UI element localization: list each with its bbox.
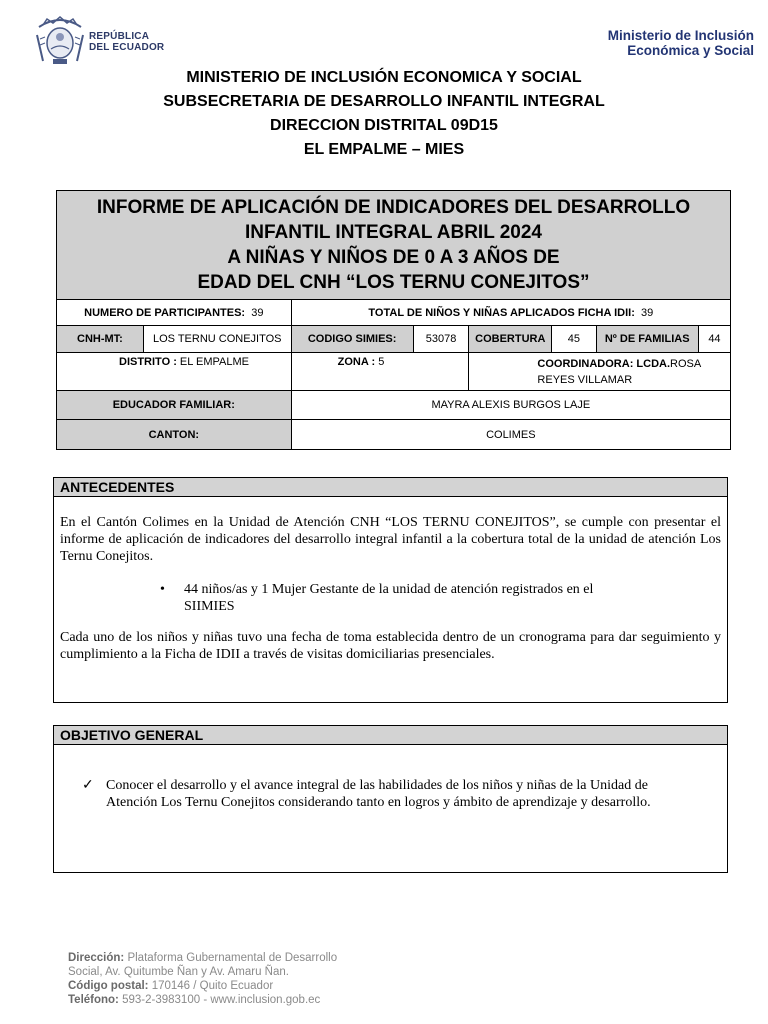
- title-line-2: SUBSECRETARIA DE DESARROLLO INFANTIL INTEGRAL: [163, 93, 605, 110]
- footer-telefono-value: 593-2-3983100 - www.inclusion.gob.ec: [122, 994, 321, 1006]
- participants-label: NUMERO DE PARTICIPANTES:: [84, 306, 246, 319]
- objetivo-item: [54, 745, 727, 811]
- footer-postal-value: 170146 / Quito Ecuador: [151, 980, 274, 992]
- antecedentes-heading: ANTECEDENTES: [54, 478, 727, 497]
- canton-value: COLIMES: [291, 420, 730, 450]
- ministry-line-2: Económica y Social: [627, 43, 754, 58]
- distrito-cell: [57, 353, 292, 391]
- cnh-label: CNH-MT:: [57, 326, 144, 353]
- zona-value: 5: [378, 356, 385, 368]
- ministry-logo: [608, 28, 754, 58]
- coordinadora-value: ROSA REYES VILLAMAR: [537, 358, 701, 386]
- simies-label: CODIGO SIMIES:: [291, 326, 413, 353]
- report-title: INFORME DE APLICACIÓN DE INDICADORES DEL DESARROLLO INFANTIL INTEGRAL ABRIL 2024 A NIÑAS Y NIÑOS DE 0 A 3 AÑOS DE EDAD DEL CNH “LOS TERNU CONEJITOS”: [57, 191, 731, 300]
- checkmark-icon: ✓: [82, 778, 94, 793]
- antecedentes-section: [53, 477, 728, 703]
- educador-value: MAYRA ALEXIS BURGOS LAJE: [291, 391, 730, 420]
- distrito-value: EL EMPALME: [179, 356, 249, 368]
- total-label: TOTAL DE NIÑOS Y NIÑAS APLICADOS FICHA IDII:: [368, 306, 635, 319]
- objetivo-section: [53, 725, 728, 873]
- zona-cell: [291, 353, 469, 391]
- bullet-dot-icon: •: [160, 582, 165, 597]
- familias-label: Nº DE FAMILIAS: [596, 326, 698, 353]
- total-cell: [291, 300, 730, 326]
- footer-direccion-label: Dirección:: [68, 952, 125, 964]
- educador-label: EDUCADOR FAMILIAR:: [57, 391, 292, 420]
- cobertura-label: COBERTURA: [469, 326, 552, 353]
- antecedentes-paragraph-1: En el Cantón Colimes en la Unidad de Atención CNH “LOS TERNU CONEJITOS”, se cumple con presentar el informe de aplicación de indicadores del desarrollo integral infantil a la cobertura total de la unidad de atención Los Ternu Conejitos.: [60, 515, 721, 564]
- antecedentes-paragraph-2: Cada uno de los niños y niñas tuvo una fecha de toma establecida dentro de un cronograma para dar seguimiento y cumplimiento a la Ficha de IDII a través de visitas domiciliarias presenciales.: [60, 630, 721, 662]
- coordinadora-label: COORDINADORA: LCDA.: [537, 358, 671, 370]
- footer-telefono-label: Teléfono:: [68, 994, 119, 1006]
- antecedentes-bullet-item: [160, 581, 721, 615]
- title-line-4: EL EMPALME – MIES: [303, 141, 465, 158]
- objetivo-text: Conocer el desarrollo y el avance integral de las habilidades de los niños y niñas de la Unidad de Atención Los Ternu Conejitos considerando tanto en logros y ámbito de aprendizaje y desarrollo.: [106, 778, 651, 810]
- participants-cell: [57, 300, 292, 326]
- footer-direccion-value-2: Social, Av. Quitumbe Ñan y Av. Amaru Ñan.: [68, 966, 289, 978]
- cnh-value: LOS TERNU CONEJITOS: [143, 326, 291, 353]
- republica-del-ecuador-logo: [33, 14, 173, 70]
- ecuador-coat-of-arms-icon: [33, 15, 87, 69]
- footer-postal-label: Código postal:: [68, 980, 149, 992]
- participants-value: 39: [251, 306, 264, 319]
- familias-value: 44: [698, 326, 730, 353]
- cobertura-value: 45: [552, 326, 596, 353]
- footer-direccion-value: Plataforma Gubernamental de Desarrollo: [127, 952, 338, 964]
- canton-label: CANTON:: [57, 420, 292, 450]
- title-line-3: DIRECCION DISTRITAL 09D15: [270, 117, 498, 134]
- distrito-label: DISTRITO :: [119, 356, 177, 368]
- simies-value: 53078: [413, 326, 469, 353]
- document-titles: [0, 66, 768, 162]
- report-info-table: [56, 190, 731, 450]
- title-line-1: MINISTERIO DE INCLUSIÓN ECONOMICA Y SOCIAL: [186, 69, 582, 86]
- republic-line-1: REPÚBLICA: [89, 31, 150, 42]
- objetivo-heading: OBJETIVO GENERAL: [54, 726, 727, 745]
- antecedentes-bullet-text: 44 niños/as y 1 Mujer Gestante de la unidad de atención registrados en el SIIMIES: [184, 582, 594, 614]
- footer-contact: [68, 951, 337, 1007]
- ministry-line-1: Ministerio de Inclusión: [607, 28, 754, 43]
- antecedentes-body: [54, 497, 727, 663]
- republic-line-2: DEL ECUADOR: [89, 42, 165, 53]
- coordinadora-cell: [469, 353, 731, 391]
- total-value: 39: [640, 306, 654, 319]
- zona-label: ZONA :: [337, 356, 376, 368]
